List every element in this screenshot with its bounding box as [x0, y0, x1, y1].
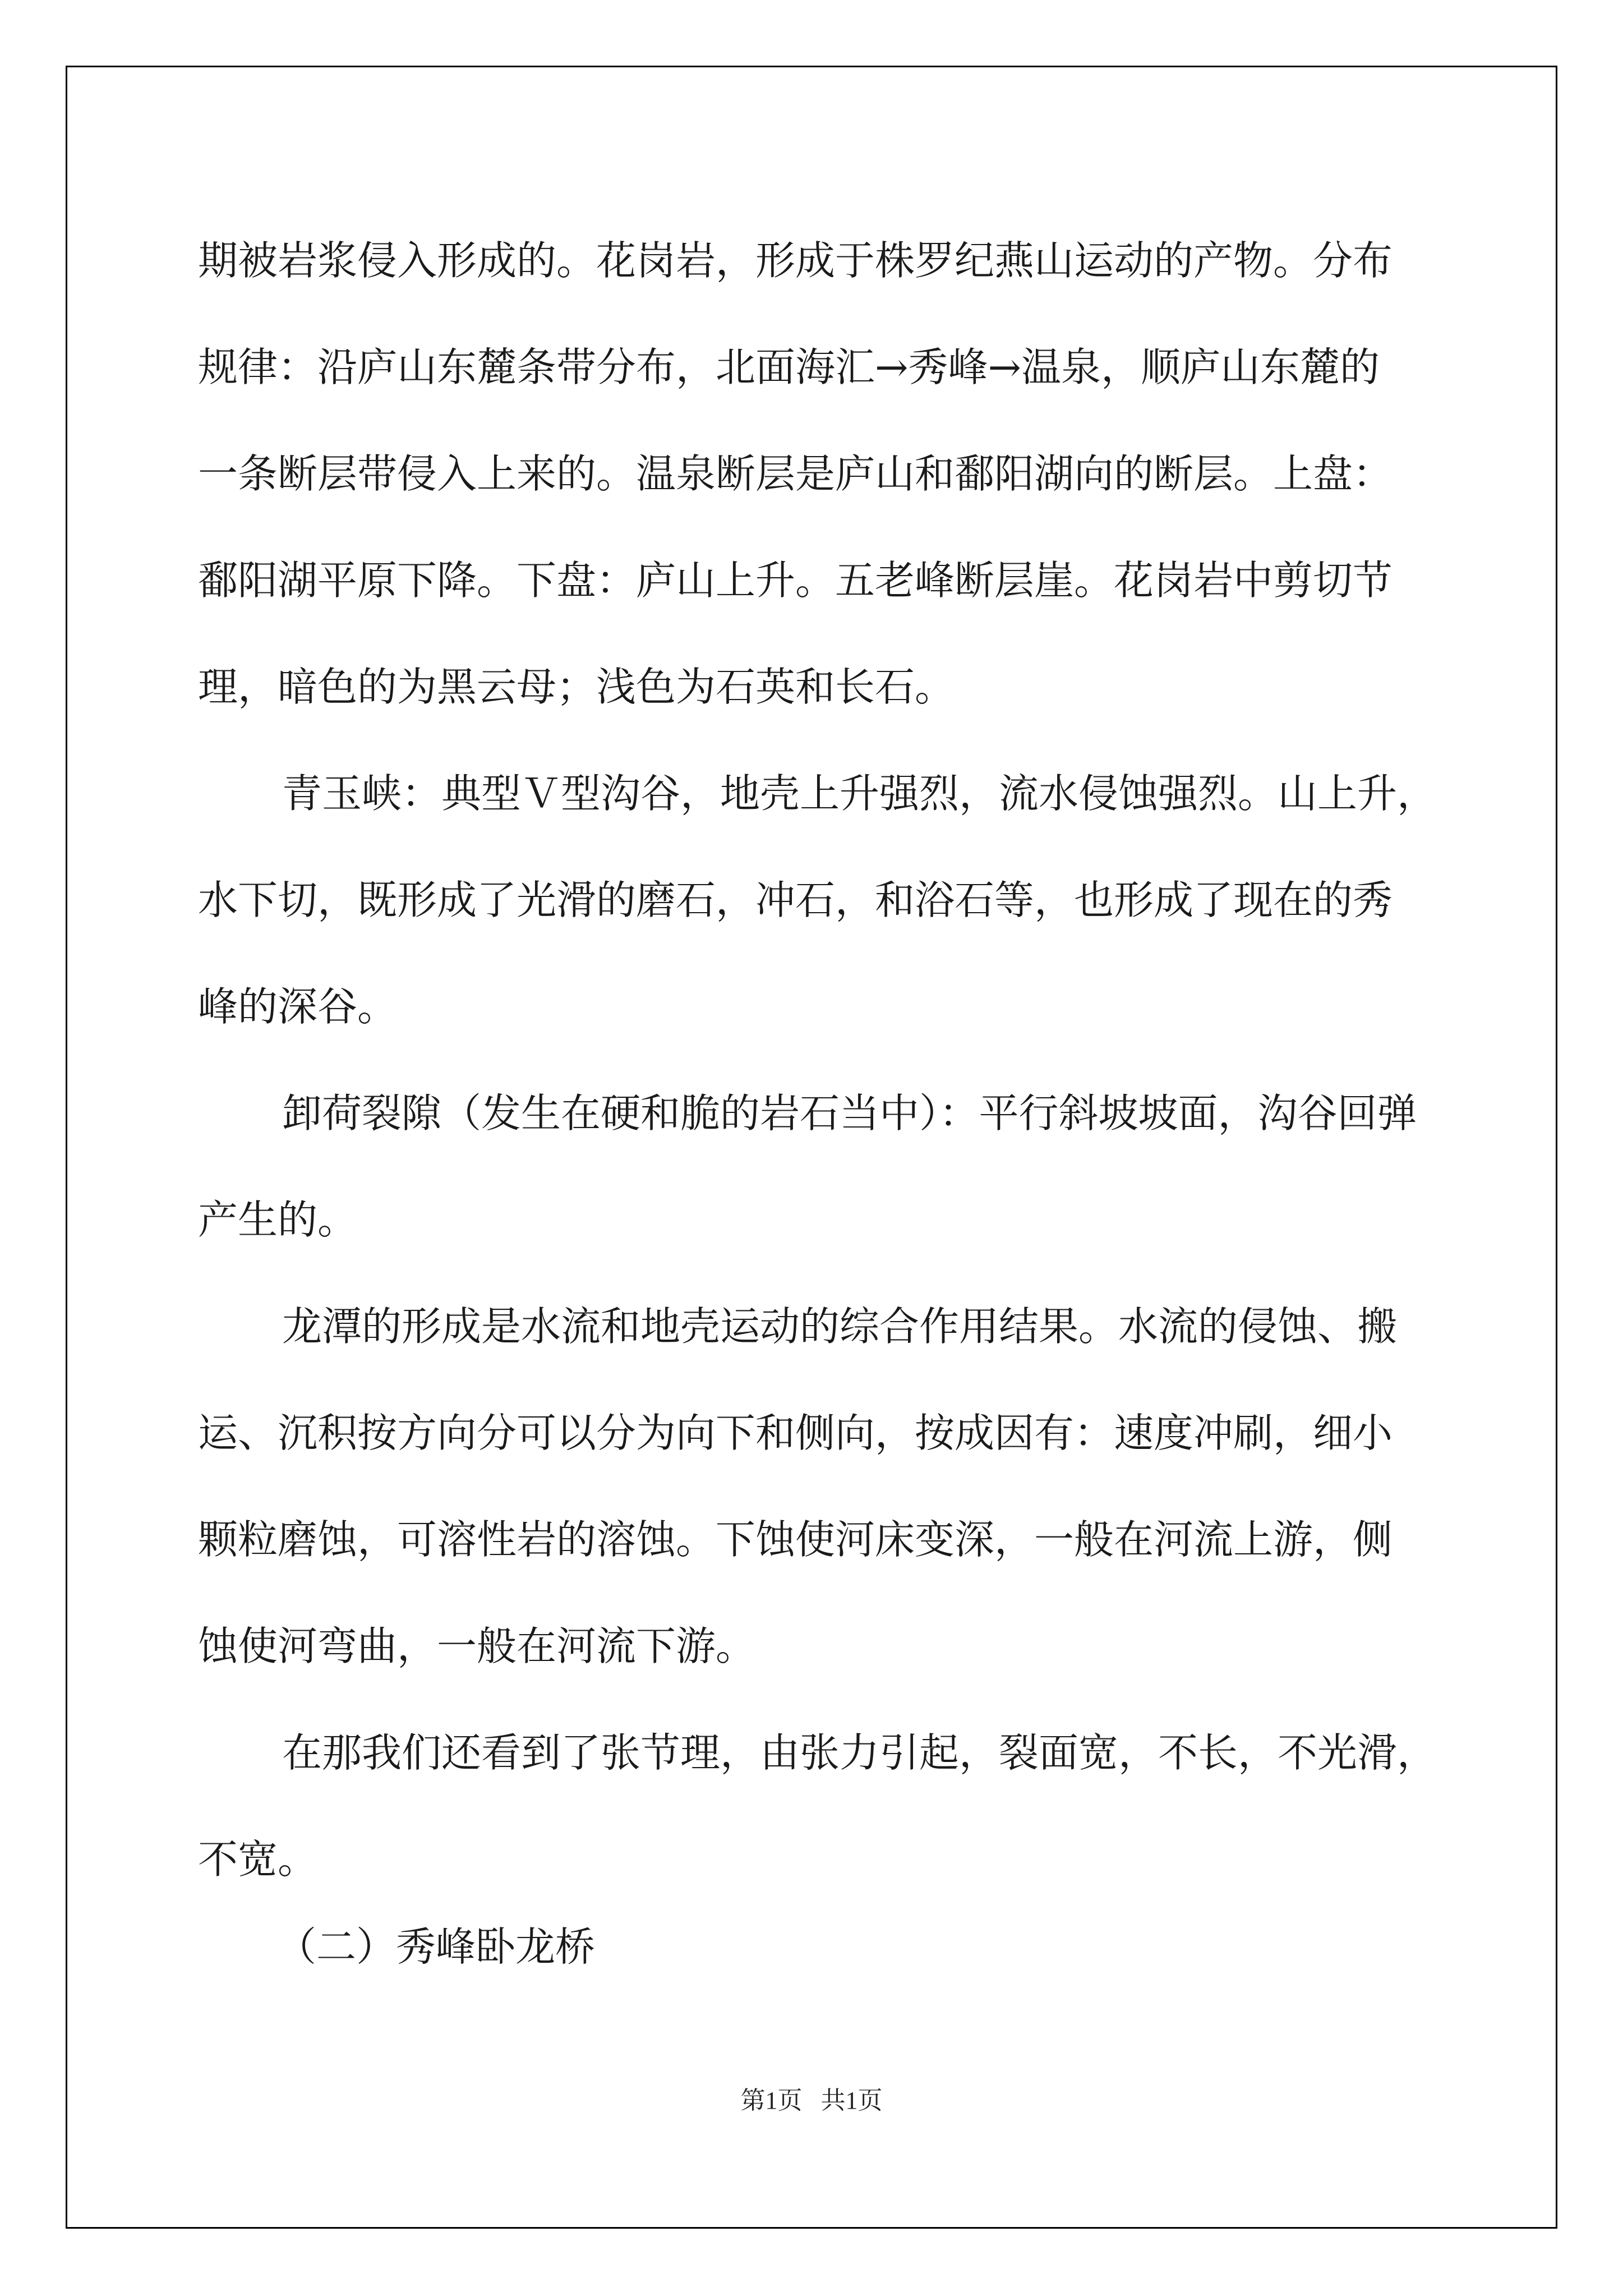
text-line: 峰的深谷。: [198, 983, 398, 1030]
text-line: 产生的。: [198, 1197, 358, 1243]
document-body: [198, 208, 1437, 1913]
text-line: 理，暗色的为黑云母；浅色为石英和长石。: [198, 664, 955, 710]
text-line: 不宽。: [198, 1836, 318, 1883]
section-heading: （二）秀峰卧龙桥: [276, 1924, 596, 1970]
text-line: 龙潭的形成是水流和地壳运动的综合作用结果。水流的侵蚀、搬: [282, 1303, 1398, 1350]
text-line: 规律：沿庐山东麓条带分布，北面海汇→秀峰→温泉，顺庐山东麓的: [198, 344, 1380, 390]
page-number: 第1页: [740, 2087, 803, 2114]
text-line: 运、沉积按方向分可以分为向下和侧向，按成因有：速度冲刷，细小: [198, 1410, 1393, 1456]
text-line: 在那我们还看到了张节理，由张力引起，裂面宽，不长，不光滑，: [282, 1729, 1437, 1776]
text-line: 卸荷裂隙（发生在硬和脆的岩石当中）：平行斜坡坡面，沟谷回弹: [282, 1090, 1417, 1137]
page-footer: [0, 2080, 1623, 2116]
text-line: 颗粒磨蚀，可溶性岩的溶蚀。下蚀使河床变深，一般在河流上游，侧: [198, 1516, 1393, 1563]
text-line: 青玉峡：典型Ｖ型沟谷，地壳上升强烈，流水侵蚀强烈。山上升，: [282, 770, 1437, 817]
text-line: 一条断层带侵入上来的。温泉断层是庐山和鄱阳湖向的断层。上盘：: [198, 450, 1393, 497]
text-line: 水下切，既形成了光滑的磨石，冲石，和浴石等，也形成了现在的秀: [198, 877, 1393, 923]
page-total: 共1页: [820, 2087, 883, 2114]
text-line: 蚀使河弯曲，一般在河流下游。: [198, 1623, 756, 1669]
text-line: 期被岩浆侵入形成的。花岗岩，形成于株罗纪燕山运动的产物。分布: [198, 237, 1393, 284]
text-line: 鄱阳湖平原下降。下盘：庐山上升。五老峰断层崖。花岗岩中剪切节: [198, 557, 1393, 604]
